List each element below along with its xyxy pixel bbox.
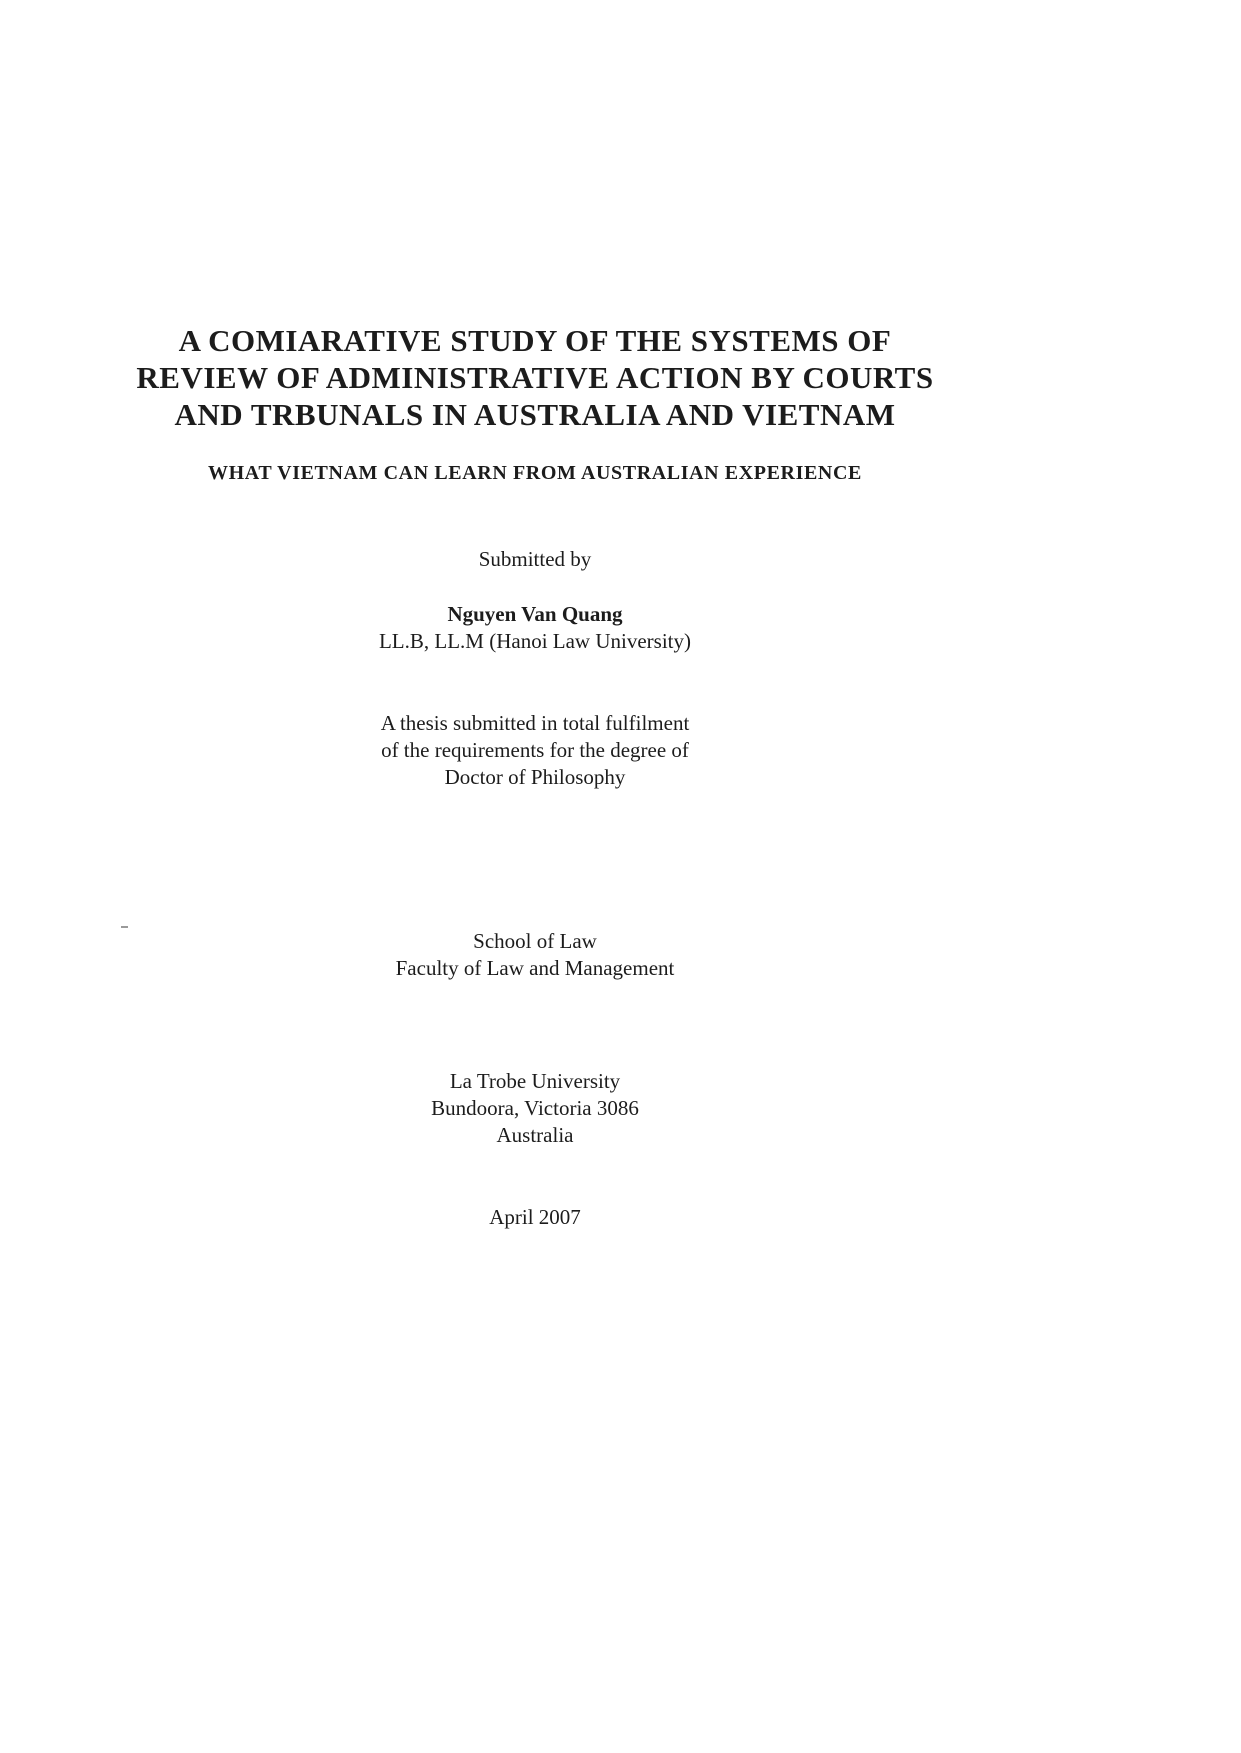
university-country: Australia <box>496 1123 574 1147</box>
school-name: School of Law <box>473 929 597 953</box>
title-line-1: A COMIARATIVE STUDY OF THE SYSTEMS OF <box>178 323 892 358</box>
author-name: Nguyen Van Quang <box>447 602 623 626</box>
author-block <box>0 601 1070 655</box>
university-address: Bundoora, Victoria 3086 <box>431 1096 639 1120</box>
thesis-statement-line-1: A thesis submitted in total fulfilment <box>380 711 690 735</box>
university-block <box>0 1068 1070 1149</box>
thesis-statement-line-2: of the requirements for the degree of <box>381 738 689 762</box>
thesis-title <box>0 322 1070 433</box>
title-line-2: REVIEW OF ADMINISTRATIVE ACTION BY COURTS <box>136 360 934 395</box>
submission-date: April 2007 <box>489 1205 581 1229</box>
thesis-statement <box>0 710 1070 791</box>
school-block <box>0 928 1070 982</box>
author-degrees: LL.B, LL.M (Hanoi Law University) <box>378 629 692 653</box>
university-name: La Trobe University <box>449 1069 621 1093</box>
thesis-statement-line-3: Doctor of Philosophy <box>444 765 626 789</box>
title-line-3: AND TRBUNALS IN AUSTRALIA AND VIETNAM <box>174 397 896 432</box>
thesis-subtitle: WHAT VIETNAM CAN LEARN FROM AUSTRALIAN EXPERIENCE <box>208 462 862 484</box>
submitted-by-label: Submitted by <box>478 547 592 571</box>
faculty-name: Faculty of Law and Management <box>395 956 675 980</box>
